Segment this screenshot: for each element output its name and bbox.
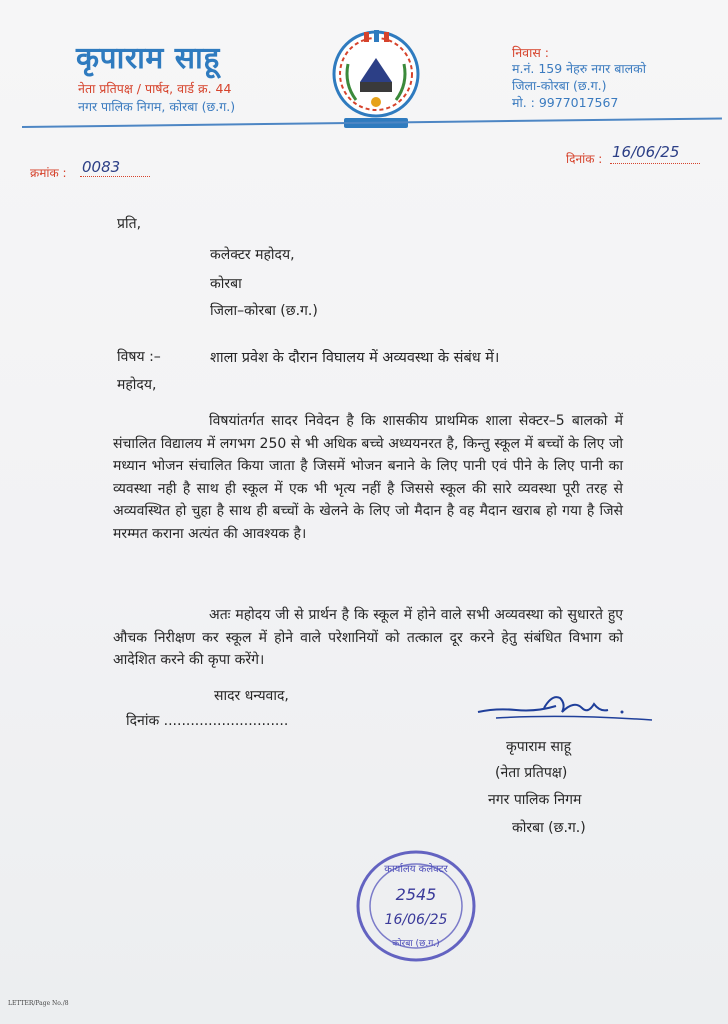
address-line-2: जिला-कोरबा (छ.ग.) <box>512 78 607 93</box>
address-line-1: म.नं. 159 नेहरु नगर बालको <box>512 61 646 76</box>
letterhead-designation: नेता प्रतिपक्ष / पार्षद, वार्ड क्र. 44 <box>78 81 232 96</box>
handwritten-signature <box>476 690 654 730</box>
stamp-inward-no: 2545 <box>395 885 437 904</box>
collector-office-receipt-stamp <box>354 848 478 964</box>
page-footer-code: LETTER/Page No./8 <box>8 1000 69 1007</box>
recipient-line-1: कलेक्टर महोदय, <box>210 247 295 263</box>
subject-label: विषय :– <box>117 349 161 365</box>
stamp-office: कार्यालय कलेक्टर <box>384 864 448 875</box>
letterhead-name: कृपाराम साहू <box>76 41 220 76</box>
salutation: महोदय, <box>117 377 157 393</box>
recipient-line-3: जिला–कोरबा (छ.ग.) <box>210 303 318 319</box>
date-dotted-line <box>610 163 700 164</box>
stamp-date: 16/06/25 <box>384 912 448 928</box>
signatory-city: कोरबा (छ.ग.) <box>512 820 586 836</box>
date-line: दिनांक ............................ <box>126 713 289 729</box>
phone-number: मो. : 9977017567 <box>512 95 619 110</box>
signatory-title: (नेता प्रतिपक्ष) <box>495 765 568 781</box>
kramank-dotted-line <box>80 176 150 177</box>
signatory-org: नगर पालिक निगम <box>488 792 582 808</box>
date-label: दिनांक : <box>566 152 603 166</box>
kramank-label: क्रमांक : <box>30 166 67 180</box>
recipient-line-2: कोरबा <box>210 276 242 292</box>
letterhead-organization: नगर पालिक निगम, कोरबा (छ.ग.) <box>78 99 236 114</box>
signatory-name: कृपाराम साहू <box>506 739 572 755</box>
subject-text: शाला प्रवेश के दौरान विघालय में अव्यवस्था के संबंध में। <box>210 350 500 366</box>
body-paragraph-2: अतः महोदय जी से प्रार्थन है कि स्कूल में होने वाले सभी अव्यवस्था को सुधारते हुए औचक निरीक्षण कर स्कूल में होने वाले परेशानियों को तत्काल दूर करने हेतु संबंधित विभाग को आदेशित करने की कृपा करेंगे। <box>113 607 623 668</box>
stamp-place: कोरबा (छ.ग.) <box>392 939 440 949</box>
residence-label: निवास : <box>512 45 549 60</box>
kramank-value: 0083 <box>82 158 121 176</box>
municipal-emblem-logo <box>330 24 422 132</box>
recipient-prati: प्रति, <box>117 216 142 232</box>
date-value: 16/06/25 <box>612 143 680 161</box>
closing-text: सादर धन्यवाद, <box>214 688 289 704</box>
body-paragraph-1: विषयांतर्गत सादर निवेदन है कि शासकीय प्राथमिक शाला सेक्टर–5 बालको में संचालित विद्यालय में लगभग 250 से भी अधिक बच्चे अध्ययनरत है, किन्तु स्कूल में बच्चों के लिए जो मध्यान भोजन संचालित किया जाता है जिसमें भोजन बनाने के लिए पानी एवं पीने के लिए पानी का व्यवस्था नही है साथ ही स्कूल में एक भी भृत्य नहीं है जिससे स्कूल की सारे व्यवस्था पूरी तरह से अव्यवस्थित हो चुहा है साथ ही बच्चों के खेलने के लिए जो मैदान है वह मैदान खराब हो गया है जिसे मरम्मत कराना अत्यंत की आवश्यक है। <box>113 413 623 542</box>
